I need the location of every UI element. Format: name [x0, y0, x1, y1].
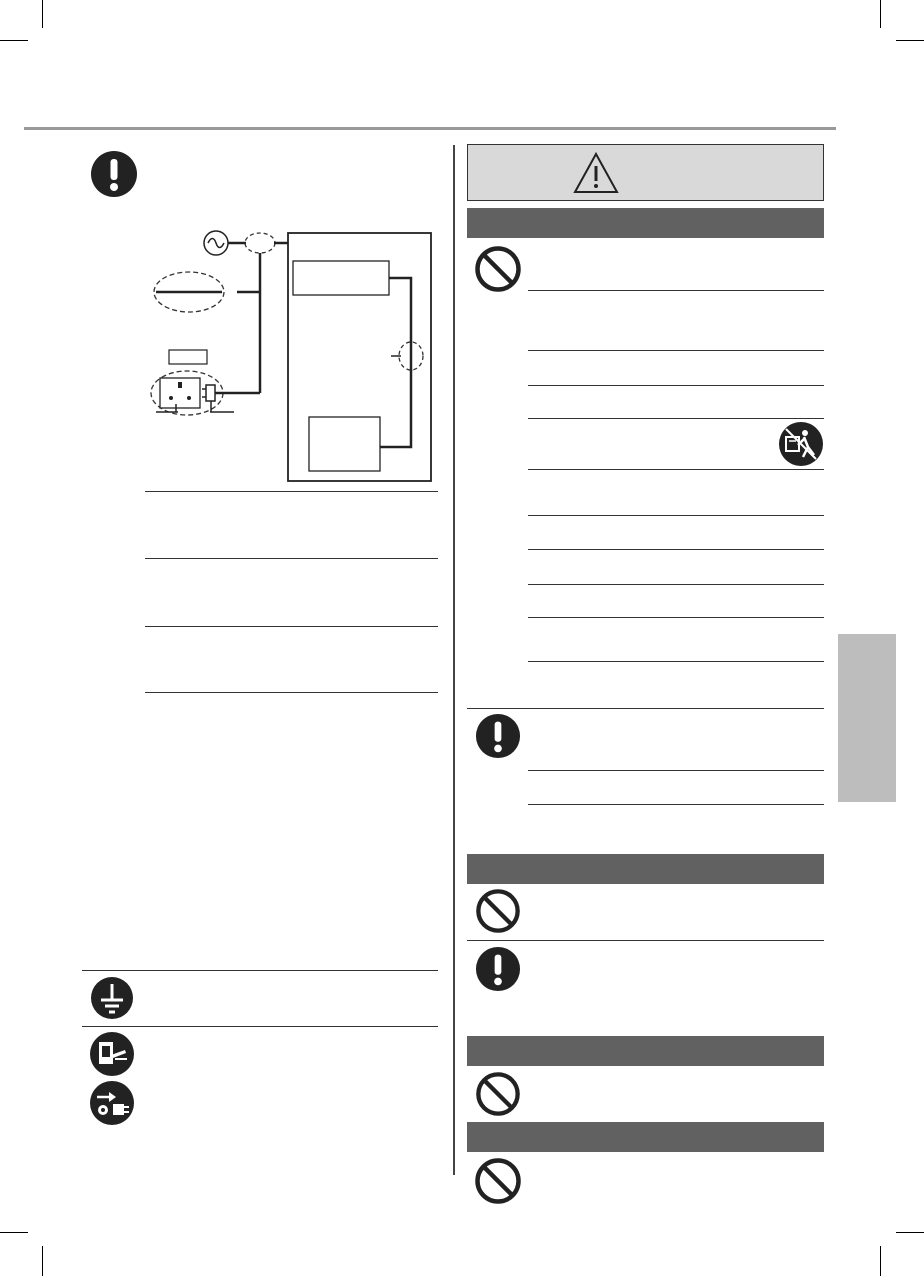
section-bar-label	[467, 861, 475, 877]
divider	[82, 1026, 438, 1027]
divider	[528, 385, 824, 386]
no-stepping-icon	[778, 421, 824, 467]
divider	[145, 692, 438, 693]
divider	[528, 617, 824, 618]
divider	[528, 350, 824, 351]
mandatory-icon	[475, 713, 521, 759]
divider	[528, 290, 824, 291]
section-bar	[467, 1122, 824, 1152]
divider	[528, 549, 824, 550]
divider	[145, 491, 438, 492]
divider	[528, 661, 824, 662]
crop-mark	[42, 1246, 43, 1276]
divider	[82, 970, 438, 971]
unplug-icon	[89, 1080, 135, 1126]
divider	[528, 515, 824, 516]
crop-mark	[880, 1246, 881, 1276]
crop-mark	[42, 0, 43, 28]
divider	[528, 469, 824, 470]
warning-triangle-icon	[572, 151, 620, 195]
prohibition-icon	[475, 888, 521, 934]
section-bar	[467, 1036, 824, 1066]
prohibition-icon	[474, 245, 522, 293]
divider	[528, 770, 824, 771]
section-bar-label	[467, 1043, 475, 1059]
section-bar	[467, 854, 824, 884]
breaker-switch-icon	[89, 1031, 135, 1077]
side-tab	[838, 634, 896, 802]
crop-mark	[896, 1232, 924, 1233]
prohibition-icon	[474, 1157, 522, 1205]
page-header-title	[24, 100, 836, 122]
crop-mark	[896, 40, 924, 41]
divider	[467, 708, 824, 709]
ac-source-icon	[204, 231, 228, 255]
crop-mark	[0, 40, 28, 41]
divider	[528, 418, 824, 419]
crop-mark	[0, 1232, 28, 1233]
divider	[145, 626, 438, 627]
column-divider	[453, 145, 455, 1175]
earth-ground-icon	[90, 976, 134, 1020]
section-bar-label	[467, 215, 475, 231]
section-bar	[467, 208, 824, 238]
caution-box	[467, 144, 824, 201]
page-header-rule	[24, 127, 836, 130]
divider	[145, 558, 438, 559]
divider	[528, 804, 824, 805]
mandatory-icon	[475, 946, 521, 992]
section-bar-label	[467, 1129, 475, 1145]
divider	[528, 584, 824, 585]
prohibition-icon	[475, 1071, 521, 1117]
mandatory-icon	[90, 150, 138, 198]
crop-mark	[880, 0, 881, 28]
divider	[467, 940, 824, 941]
wiring-diagram	[150, 225, 440, 485]
plug-type-label	[169, 350, 207, 364]
